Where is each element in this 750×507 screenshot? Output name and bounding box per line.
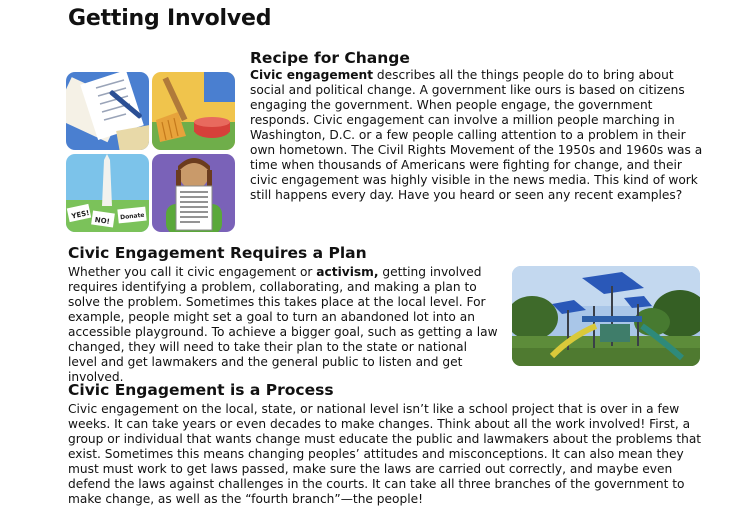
playground-icon (512, 266, 700, 366)
process-paragraph: Civic engagement on the local, state, or national level isn’t like a school project that is over in a few weeks. It can take years or even decades to make changes. Think about all the work involved! First, a group or individual that wants change must educate the public and lawmakers about the problems that exist. Sometimes this means changing peoples’ attitudes and misconceptions. It can also mean they must must work to get laws passed, make sure the laws are carried out correctly, and maybe even defend the laws against challenges in the courts. It can take all three branches of the government to make change, as well as the “fourth branch”—the people! (68, 402, 702, 506)
plan-body: getting involved requires identifying a problem, collaborating, and making a plan to solve the problem. Sometimes this takes place at the local level. For example, people might set a goal to turn an abandoned lot into an accessible playground. To achieve a bigger goal, such as getting a law changed, they will need to take their plan to the state or national level and get lawmakers and the general public to listen and get involved. (68, 265, 498, 384)
activism-term: activism, (316, 265, 379, 279)
plan-intro: Whether you call it civic engagement or (68, 265, 317, 279)
plan-paragraph (68, 265, 498, 385)
process-heading: Civic Engagement is a Process (68, 381, 334, 399)
person-document-icon (152, 154, 235, 232)
person-document-tile (152, 154, 235, 232)
sign-yes-text: YES! (70, 208, 91, 221)
recipe-heading: Recipe for Change (250, 49, 410, 67)
playground-photo (512, 266, 700, 366)
monument-icon (66, 154, 149, 232)
plan-heading: Civic Engagement Requires a Plan (68, 244, 367, 262)
civic-collage-illustration (66, 72, 236, 232)
sign-donate-text: Donate (119, 211, 145, 222)
papers-pen-tile (66, 72, 149, 150)
civic-engagement-term: Civic engagement (250, 68, 374, 82)
broom-icon (152, 72, 235, 150)
monument-signs-tile (66, 154, 149, 232)
broom-bucket-tile (152, 72, 235, 150)
papers-pen-icon (66, 72, 149, 150)
recipe-section (250, 48, 710, 203)
recipe-paragraph (250, 68, 710, 203)
sign-no-text: NO! (94, 215, 111, 226)
page-title: Getting Involved (68, 6, 272, 31)
recipe-body: describes all the things people do to bring about social and political change. A government like ours is based on citizens engaging the government. When people engage, the government responds. Civic engagement can involve a million people marching in Washington, D.C. or a few people calling attention to a problem in their own hometown. The Civil Rights Movement of the 1950s and 1960s was a time when thousands of Americans were fighting for change, and their civic engagement was highly visible in the news media. This kind of work still happens every day. Have you heard or seen any recent examples? (250, 68, 703, 202)
